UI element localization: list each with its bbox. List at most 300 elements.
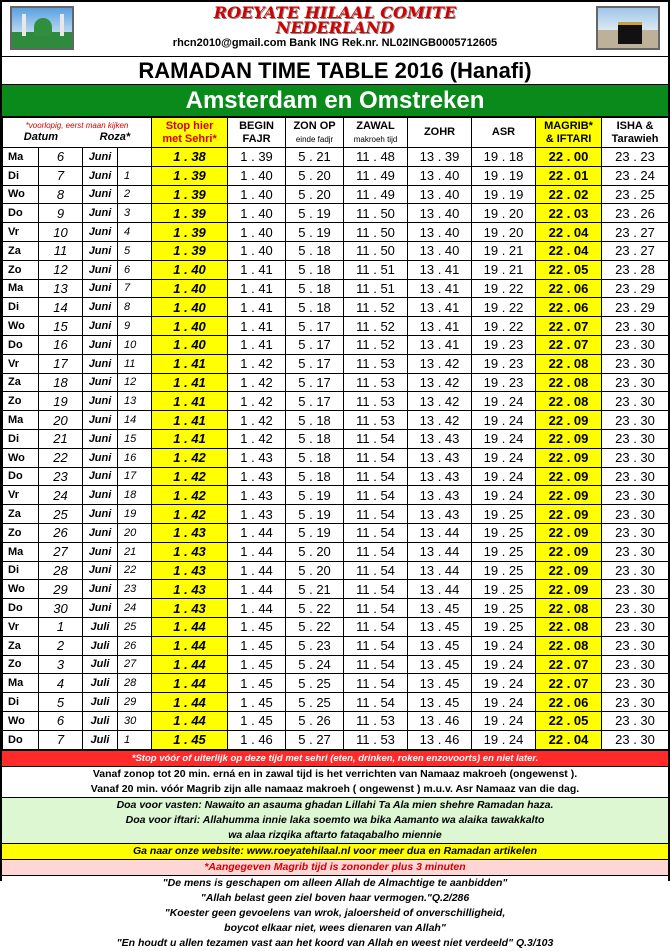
footer-quote-5: "En houdt u allen tezamen vast aan het koord van Allah en weest niet verdeeld" Q.3/103 [2, 936, 668, 951]
table-row [3, 241, 669, 260]
zonop-cell: 5 . 22 [286, 599, 344, 618]
zohr-cell: 13 . 43 [408, 429, 472, 448]
day-cell: Vr [3, 486, 39, 505]
day-cell: Vr [3, 617, 39, 636]
magrib-cell: 22 . 01 [536, 166, 602, 185]
stop-cell: 1 . 44 [152, 617, 228, 636]
zonop-cell: 5 . 20 [286, 185, 344, 204]
isha-cell: 23 . 30 [602, 505, 669, 524]
fajr-cell: 1 . 43 [228, 448, 286, 467]
magrib-cell: 22 . 09 [536, 411, 602, 430]
stop-cell: 1 . 40 [152, 279, 228, 298]
stop-line1: Stop hier [165, 119, 214, 132]
date-cell: 27 [39, 542, 83, 561]
zonop-cell: 5 . 20 [286, 166, 344, 185]
month-cell: Juni [83, 354, 118, 373]
date-cell: 30 [39, 599, 83, 618]
isha-header [602, 118, 669, 148]
date-cell: 8 [39, 185, 83, 204]
zonop-header [286, 118, 344, 148]
zonop-cell: 5 . 17 [286, 335, 344, 354]
isha-cell: 23 . 30 [602, 448, 669, 467]
isha-cell: 23 . 30 [602, 335, 669, 354]
asr-cell: 19 . 24 [472, 730, 536, 749]
zonop-cell: 5 . 17 [286, 354, 344, 373]
stop-cell: 1 . 39 [152, 185, 228, 204]
isha-cell: 23 . 27 [602, 223, 669, 242]
month-cell: Juni [83, 241, 118, 260]
table-row [3, 636, 669, 655]
month-cell: Juni [83, 204, 118, 223]
zonop-cell: 5 . 17 [286, 373, 344, 392]
zonop-cell: 5 . 18 [286, 298, 344, 317]
asr-cell: 19 . 21 [472, 260, 536, 279]
zonop-cell: 5 . 18 [286, 429, 344, 448]
magrib-cell: 22 . 09 [536, 523, 602, 542]
footer-quote-4: boycot elkaar niet, wees dienaren van Allah" [2, 921, 668, 936]
zawal-cell: 11 . 54 [344, 448, 408, 467]
footer-doa-vasten: Doa voor vasten: Nawaito an asauma ghadan Lillahi Ta Ala mien shehre Ramadan haza. [2, 797, 668, 813]
table-row [3, 561, 669, 580]
asr-cell: 19 . 19 [472, 185, 536, 204]
month-cell: Juni [83, 505, 118, 524]
zohr-cell: 13 . 44 [408, 542, 472, 561]
stop-cell: 1 . 45 [152, 730, 228, 749]
fajr-cell: 1 . 44 [228, 542, 286, 561]
magrib-cell: 22 . 04 [536, 730, 602, 749]
zawal-cell: 11 . 53 [344, 730, 408, 749]
roza-cell: 22 [118, 561, 152, 580]
day-cell: Zo [3, 392, 39, 411]
asr-cell: 19 . 24 [472, 711, 536, 730]
zonop-cell: 5 . 26 [286, 711, 344, 730]
month-cell: Juni [83, 317, 118, 336]
asr-cell: 19 . 20 [472, 223, 536, 242]
city-banner: Amsterdam en Omstreken [2, 85, 668, 117]
magrib-cell: 22 . 09 [536, 467, 602, 486]
month-cell: Juni [83, 448, 118, 467]
roza-cell: 18 [118, 486, 152, 505]
day-cell: Ma [3, 411, 39, 430]
table-row [3, 599, 669, 618]
zawal-cell: 11 . 54 [344, 617, 408, 636]
day-cell: Za [3, 636, 39, 655]
zonop-cell: 5 . 25 [286, 693, 344, 712]
magrib-line1: MAGRIB* [544, 119, 593, 132]
month-cell: Juni [83, 523, 118, 542]
roza-cell: 17 [118, 467, 152, 486]
month-cell: Juli [83, 711, 118, 730]
magrib-cell: 22 . 08 [536, 392, 602, 411]
asr-cell: 19 . 21 [472, 241, 536, 260]
contact-info: rhcn2010@gmail.com Bank ING Rek.nr. NL02INGB0005712605 [172, 37, 498, 49]
magrib-cell: 22 . 09 [536, 429, 602, 448]
date-cell: 12 [39, 260, 83, 279]
asr-cell: 19 . 23 [472, 354, 536, 373]
stop-cell: 1 . 39 [152, 241, 228, 260]
fajr-cell: 1 . 40 [228, 185, 286, 204]
month-cell: Juli [83, 674, 118, 693]
zonop-cell: 5 . 24 [286, 655, 344, 674]
roza-cell: 25 [118, 617, 152, 636]
stop-cell: 1 . 39 [152, 204, 228, 223]
zawal-cell: 11 . 51 [344, 279, 408, 298]
isha-cell: 23 . 30 [602, 617, 669, 636]
stop-cell: 1 . 44 [152, 711, 228, 730]
asr-cell: 19 . 22 [472, 317, 536, 336]
month-cell: Juni [83, 411, 118, 430]
date-cell: 28 [39, 561, 83, 580]
day-cell: Zo [3, 260, 39, 279]
zawal-cell: 11 . 53 [344, 373, 408, 392]
date-cell: 25 [39, 505, 83, 524]
table-row [3, 298, 669, 317]
magrib-cell: 22 . 03 [536, 204, 602, 223]
asr-cell: 19 . 24 [472, 693, 536, 712]
fajr-cell: 1 . 41 [228, 298, 286, 317]
zonop-cell: 5 . 17 [286, 392, 344, 411]
isha-cell: 23 . 30 [602, 467, 669, 486]
asr-cell: 19 . 25 [472, 580, 536, 599]
stop-cell: 1 . 41 [152, 429, 228, 448]
asr-cell: 19 . 22 [472, 279, 536, 298]
zawal-cell: 11 . 53 [344, 411, 408, 430]
date-cell: 26 [39, 523, 83, 542]
zonop-cell: 5 . 25 [286, 674, 344, 693]
fajr-cell: 1 . 42 [228, 392, 286, 411]
fajr-cell: 1 . 45 [228, 693, 286, 712]
footer-doa-iftari-2: wa alaa rizqika aftarto fataqabalho miennie [2, 828, 668, 843]
zohr-cell: 13 . 41 [408, 298, 472, 317]
fajr-cell: 1 . 42 [228, 429, 286, 448]
roza-cell: 1 [118, 166, 152, 185]
isha-cell: 23 . 23 [602, 148, 669, 167]
day-cell: Ma [3, 542, 39, 561]
zawal-cell: 11 . 53 [344, 711, 408, 730]
isha-cell: 23 . 30 [602, 693, 669, 712]
zohr-cell: 13 . 45 [408, 636, 472, 655]
month-cell: Juni [83, 223, 118, 242]
asr-cell: 19 . 24 [472, 392, 536, 411]
zawal-cell: 11 . 54 [344, 523, 408, 542]
stop-sehri-header [152, 118, 228, 148]
zonop-cell: 5 . 20 [286, 561, 344, 580]
zohr-cell: 13 . 45 [408, 655, 472, 674]
table-row [3, 429, 669, 448]
zohr-cell: 13 . 40 [408, 166, 472, 185]
roza-cell: 16 [118, 448, 152, 467]
roza-cell: 2 [118, 185, 152, 204]
magrib-cell: 22 . 08 [536, 599, 602, 618]
month-cell: Juli [83, 730, 118, 749]
date-cell: 10 [39, 223, 83, 242]
zawal-cell: 11 . 54 [344, 693, 408, 712]
asr-cell: 19 . 24 [472, 467, 536, 486]
roza-cell: 27 [118, 655, 152, 674]
isha-cell: 23 . 30 [602, 429, 669, 448]
day-cell: Di [3, 298, 39, 317]
asr-header: ASR [472, 118, 536, 148]
stop-cell: 1 . 43 [152, 523, 228, 542]
zawal-line1: ZAWAL [356, 119, 395, 132]
isha-cell: 23 . 30 [602, 674, 669, 693]
timetable [2, 117, 669, 750]
date-cell: 20 [39, 411, 83, 430]
zohr-cell: 13 . 44 [408, 580, 472, 599]
fajr-cell: 1 . 42 [228, 354, 286, 373]
zohr-cell: 13 . 42 [408, 373, 472, 392]
zohr-cell: 13 . 40 [408, 223, 472, 242]
zohr-cell: 13 . 41 [408, 335, 472, 354]
date-cell: 9 [39, 204, 83, 223]
date-cell: 13 [39, 279, 83, 298]
date-cell: 24 [39, 486, 83, 505]
fajr-cell: 1 . 44 [228, 599, 286, 618]
day-cell: Zo [3, 523, 39, 542]
month-cell: Juni [83, 467, 118, 486]
zawal-cell: 11 . 54 [344, 580, 408, 599]
asr-cell: 19 . 25 [472, 561, 536, 580]
date-cell: 14 [39, 298, 83, 317]
zonop-cell: 5 . 18 [286, 260, 344, 279]
magrib-cell: 22 . 08 [536, 636, 602, 655]
roza-cell: 23 [118, 580, 152, 599]
zonop-cell: 5 . 19 [286, 223, 344, 242]
footer-website-link[interactable]: Ga naar onze website: www.roeyatehilaal.nl voor meer dua en Ramadan artikelen [2, 843, 668, 859]
month-cell: Juni [83, 561, 118, 580]
isha-cell: 23 . 30 [602, 730, 669, 749]
roza-cell: 15 [118, 429, 152, 448]
zohr-cell: 13 . 43 [408, 486, 472, 505]
magrib-cell: 22 . 04 [536, 223, 602, 242]
fajr-cell: 1 . 42 [228, 373, 286, 392]
table-row [3, 166, 669, 185]
magrib-cell: 22 . 09 [536, 505, 602, 524]
zohr-cell: 13 . 46 [408, 711, 472, 730]
isha-cell: 23 . 28 [602, 260, 669, 279]
zawal-cell: 11 . 53 [344, 392, 408, 411]
date-cell: 4 [39, 674, 83, 693]
stop-cell: 1 . 40 [152, 335, 228, 354]
date-cell: 6 [39, 711, 83, 730]
month-cell: Juli [83, 693, 118, 712]
zohr-cell: 13 . 45 [408, 599, 472, 618]
asr-cell: 19 . 25 [472, 542, 536, 561]
day-cell: Wo [3, 185, 39, 204]
fajr-header [228, 118, 286, 148]
fajr-cell: 1 . 45 [228, 674, 286, 693]
fajr-cell: 1 . 45 [228, 655, 286, 674]
table-row [3, 354, 669, 373]
fajr-cell: 1 . 45 [228, 617, 286, 636]
roza-cell: 21 [118, 542, 152, 561]
stop-line2: met Sehri* [162, 132, 217, 145]
isha-cell: 23 . 30 [602, 711, 669, 730]
isha-cell: 23 . 30 [602, 317, 669, 336]
zohr-cell: 13 . 46 [408, 730, 472, 749]
stop-cell: 1 . 43 [152, 542, 228, 561]
month-cell: Juni [83, 373, 118, 392]
asr-cell: 19 . 25 [472, 523, 536, 542]
magrib-cell: 22 . 09 [536, 486, 602, 505]
stop-cell: 1 . 41 [152, 392, 228, 411]
day-cell: Vr [3, 354, 39, 373]
asr-cell: 19 . 25 [472, 617, 536, 636]
isha-cell: 23 . 24 [602, 166, 669, 185]
roza-cell: 4 [118, 223, 152, 242]
zohr-cell: 13 . 43 [408, 467, 472, 486]
zonop-cell: 5 . 19 [286, 486, 344, 505]
zawal-cell: 11 . 50 [344, 204, 408, 223]
isha-cell: 23 . 30 [602, 354, 669, 373]
magrib-header [536, 118, 602, 148]
day-cell: Wo [3, 580, 39, 599]
day-cell: Ma [3, 279, 39, 298]
table-row [3, 448, 669, 467]
fajr-cell: 1 . 45 [228, 711, 286, 730]
fajr-cell: 1 . 40 [228, 204, 286, 223]
date-cell: 19 [39, 392, 83, 411]
day-cell: Di [3, 561, 39, 580]
zonop-line2: einde fadjr [295, 134, 334, 144]
asr-cell: 19 . 24 [472, 655, 536, 674]
table-header [3, 118, 669, 148]
day-cell: Do [3, 335, 39, 354]
fajr-cell: 1 . 44 [228, 561, 286, 580]
magrib-cell: 22 . 09 [536, 542, 602, 561]
fajr-cell: 1 . 42 [228, 411, 286, 430]
month-cell: Juni [83, 542, 118, 561]
stop-cell: 1 . 41 [152, 354, 228, 373]
date-cell: 2 [39, 636, 83, 655]
asr-cell: 19 . 24 [472, 486, 536, 505]
magrib-cell: 22 . 06 [536, 693, 602, 712]
zohr-cell: 13 . 45 [408, 693, 472, 712]
zohr-cell: 13 . 39 [408, 148, 472, 167]
day-cell: Do [3, 730, 39, 749]
isha-line1: ISHA & [616, 119, 654, 132]
table-row [3, 467, 669, 486]
zohr-cell: 13 . 45 [408, 674, 472, 693]
roza-cell: 30 [118, 711, 152, 730]
roza-cell: 24 [118, 599, 152, 618]
kaaba-logo-icon [596, 6, 660, 50]
magrib-cell: 22 . 09 [536, 580, 602, 599]
table-row [3, 580, 669, 599]
asr-cell: 19 . 24 [472, 674, 536, 693]
table-row [3, 505, 669, 524]
zohr-cell: 13 . 45 [408, 617, 472, 636]
month-cell: Juli [83, 636, 118, 655]
magrib-cell: 22 . 06 [536, 298, 602, 317]
page-title: RAMADAN TIME TABLE 2016 (Hanafi) [2, 57, 668, 85]
date-cell: 16 [39, 335, 83, 354]
date-cell: 1 [39, 617, 83, 636]
roza-cell: 10 [118, 335, 152, 354]
zonop-cell: 5 . 18 [286, 467, 344, 486]
day-cell: Wo [3, 317, 39, 336]
stop-cell: 1 . 44 [152, 636, 228, 655]
isha-cell: 23 . 25 [602, 185, 669, 204]
day-cell: Ma [3, 148, 39, 167]
roza-cell: 3 [118, 204, 152, 223]
isha-cell: 23 . 30 [602, 599, 669, 618]
table-row [3, 148, 669, 167]
zawal-cell: 11 . 52 [344, 298, 408, 317]
day-cell: Wo [3, 711, 39, 730]
roza-cell: 8 [118, 298, 152, 317]
stop-cell: 1 . 39 [152, 223, 228, 242]
fajr-cell: 1 . 40 [228, 223, 286, 242]
footer-makroeh-note-2: Vanaf 20 min. vóór Magrib zijn alle namaaz makroeh ( ongewenst ) m.u.v. Asr Namaaz van die dag. [2, 782, 668, 797]
date-cell: 18 [39, 373, 83, 392]
zawal-cell: 11 . 54 [344, 636, 408, 655]
day-cell: Za [3, 373, 39, 392]
zonop-cell: 5 . 20 [286, 542, 344, 561]
magrib-cell: 22 . 07 [536, 674, 602, 693]
month-cell: Juli [83, 617, 118, 636]
month-cell: Juni [83, 429, 118, 448]
month-cell: Juni [83, 298, 118, 317]
isha-cell: 23 . 26 [602, 204, 669, 223]
zonop-cell: 5 . 19 [286, 204, 344, 223]
zawal-cell: 11 . 53 [344, 354, 408, 373]
roza-cell [118, 148, 152, 167]
zohr-cell: 13 . 40 [408, 185, 472, 204]
roza-cell: 1 [118, 730, 152, 749]
zohr-header: ZOHR [408, 118, 472, 148]
fajr-line2: FAJR [242, 132, 271, 145]
org-name-line2: NEDERLAND [275, 18, 395, 37]
stop-cell: 1 . 44 [152, 693, 228, 712]
zonop-cell: 5 . 18 [286, 279, 344, 298]
zonop-cell: 5 . 22 [286, 617, 344, 636]
zonop-line1: ZON OP [293, 119, 336, 132]
zohr-cell: 13 . 41 [408, 317, 472, 336]
zawal-cell: 11 . 54 [344, 486, 408, 505]
zawal-cell: 11 . 52 [344, 335, 408, 354]
isha-cell: 23 . 30 [602, 392, 669, 411]
month-cell: Juni [83, 279, 118, 298]
table-row [3, 317, 669, 336]
zawal-cell: 11 . 54 [344, 505, 408, 524]
mosque-logo-icon [10, 6, 74, 50]
stop-cell: 1 . 42 [152, 467, 228, 486]
magrib-cell: 22 . 09 [536, 448, 602, 467]
roza-cell: 11 [118, 354, 152, 373]
asr-cell: 19 . 23 [472, 373, 536, 392]
asr-cell: 19 . 22 [472, 298, 536, 317]
table-row [3, 279, 669, 298]
fajr-line1: BEGIN [239, 119, 274, 132]
isha-cell: 23 . 30 [602, 373, 669, 392]
magrib-cell: 22 . 05 [536, 711, 602, 730]
datum-header [3, 118, 152, 148]
zawal-cell: 11 . 51 [344, 260, 408, 279]
zonop-cell: 5 . 21 [286, 148, 344, 167]
fajr-cell: 1 . 44 [228, 580, 286, 599]
day-cell: Vr [3, 223, 39, 242]
date-cell: 29 [39, 580, 83, 599]
isha-cell: 23 . 27 [602, 241, 669, 260]
date-cell: 5 [39, 693, 83, 712]
zohr-cell: 13 . 42 [408, 411, 472, 430]
stop-cell: 1 . 38 [152, 148, 228, 167]
zawal-cell: 11 . 50 [344, 223, 408, 242]
stop-cell: 1 . 42 [152, 505, 228, 524]
isha-cell: 23 . 30 [602, 561, 669, 580]
zohr-cell: 13 . 42 [408, 354, 472, 373]
